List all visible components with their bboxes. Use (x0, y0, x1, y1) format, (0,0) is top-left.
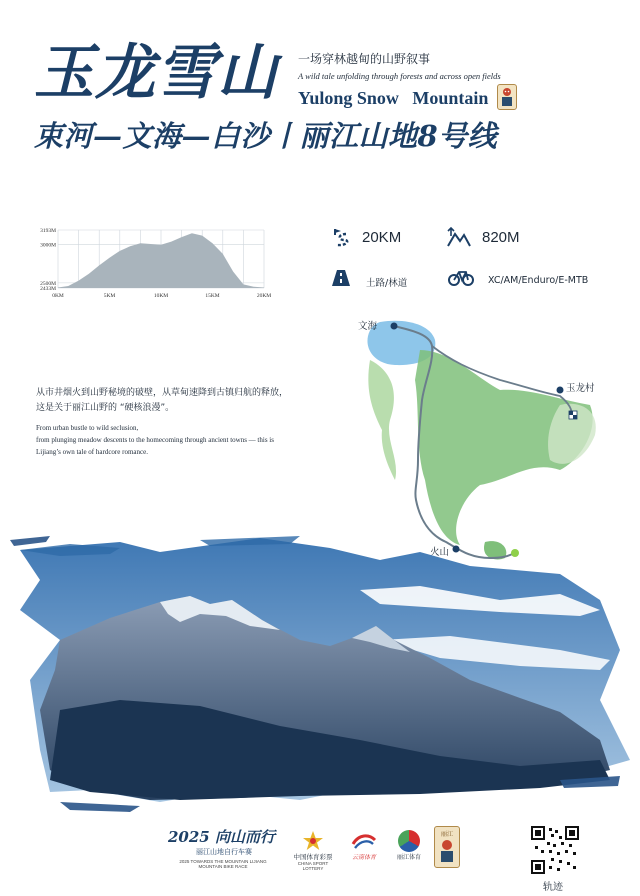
mascot-icon (497, 84, 517, 110)
map-label-wenhai: 文海 (358, 321, 378, 332)
subtitle-en: A wild tale unfolding through forests and across open fields (298, 71, 501, 81)
route-title: 束河—文海—白沙丨丽江山地8号线 (34, 119, 498, 153)
main-title: 玉龙雪山 (34, 38, 278, 108)
sponsor-lijiang-sport (392, 830, 426, 861)
y-tick-label: 3000M (40, 242, 56, 249)
x-tick-label: 5KM (103, 293, 116, 299)
event-subtitle: 丽江山地自行车赛 (196, 848, 252, 856)
sponsor2-name: 云南体育 (351, 854, 376, 861)
description-en (36, 422, 346, 458)
description-cn (36, 386, 336, 416)
qr-code[interactable] (531, 826, 579, 874)
x-tick-label: 15KM (205, 293, 220, 299)
description-en-line1: From urban bustle to wild seclusion, (36, 424, 139, 432)
bike-types-value: XC/AM/Enduro/E-MTB (488, 275, 589, 286)
road-icon (332, 270, 350, 286)
event-year: 2025 (168, 828, 210, 846)
description-cn-line2: 这是关于丽江山野的 “硬核浪漫”。 (36, 403, 175, 413)
map-label-yulongcun: 玉龙村 (566, 383, 595, 394)
mountain-illustration (0, 530, 640, 820)
description-cn-line1: 从市井烟火到山野秘境的破壁，从草甸速降到古镇归航的释放， (36, 388, 289, 398)
lijiang-sport-logo-icon (398, 830, 420, 852)
description-en-line2: from plunging meadow descents to the homecoming through ancient towns — this is (36, 436, 274, 444)
sponsor-china-sport-lottery (288, 830, 338, 871)
lottery-star-icon (302, 830, 324, 852)
description-en-line3: Lijiang’s own tale of hardcore romance. (36, 448, 148, 456)
wenhai-marker (391, 323, 398, 330)
yunnan-sport-logo-icon (351, 830, 377, 852)
event-logo (168, 826, 275, 869)
yulongcun-marker (557, 387, 564, 394)
sponsor3-name: 丽江体育 (396, 854, 421, 861)
map-label-huoshan: 火山 (430, 547, 450, 558)
y-tick-label: 2433M (40, 286, 56, 292)
subtitle-cn: 一场穿林越甸的山野叙事 (298, 52, 431, 66)
qr-label: 轨迹 (543, 882, 563, 893)
sponsor1-name: 中国体育彩票 (293, 853, 333, 861)
forest-area-west (368, 360, 396, 480)
sponsor-yunnan-sport (344, 830, 384, 861)
x-tick-label: 20KM (256, 293, 272, 299)
event-name: 向山而行 (214, 828, 275, 846)
y-tick-label: 2500M (40, 280, 56, 287)
finish-flag-icon (569, 411, 577, 419)
sponsor4-name: 丽江 (440, 831, 453, 838)
sponsor-lijiang-mascot (434, 826, 460, 868)
bike-icon (448, 268, 474, 286)
y-tick-label: 3193M (40, 228, 56, 234)
title-en: Yulong Snow Mountain (298, 88, 489, 108)
x-tick-label: 0KM (52, 293, 64, 299)
elevation-gain-value: 820M (482, 229, 520, 246)
elevation-chart (26, 222, 276, 304)
elevation-gain-icon (446, 226, 472, 248)
event-english: 2025 TOWARDS THE MOUNTAIN LIJIANG MOUNTAIN BIKE RACE (179, 859, 267, 869)
distance-value: 20KM (362, 229, 402, 246)
sponsor1-english: CHINA SPORT LOTTERY (297, 861, 329, 871)
mascot-figure-icon (437, 838, 457, 864)
x-tick-label: 10KM (153, 293, 169, 299)
surface-value: 土路/林道 (366, 278, 408, 289)
distance-icon (330, 226, 352, 248)
